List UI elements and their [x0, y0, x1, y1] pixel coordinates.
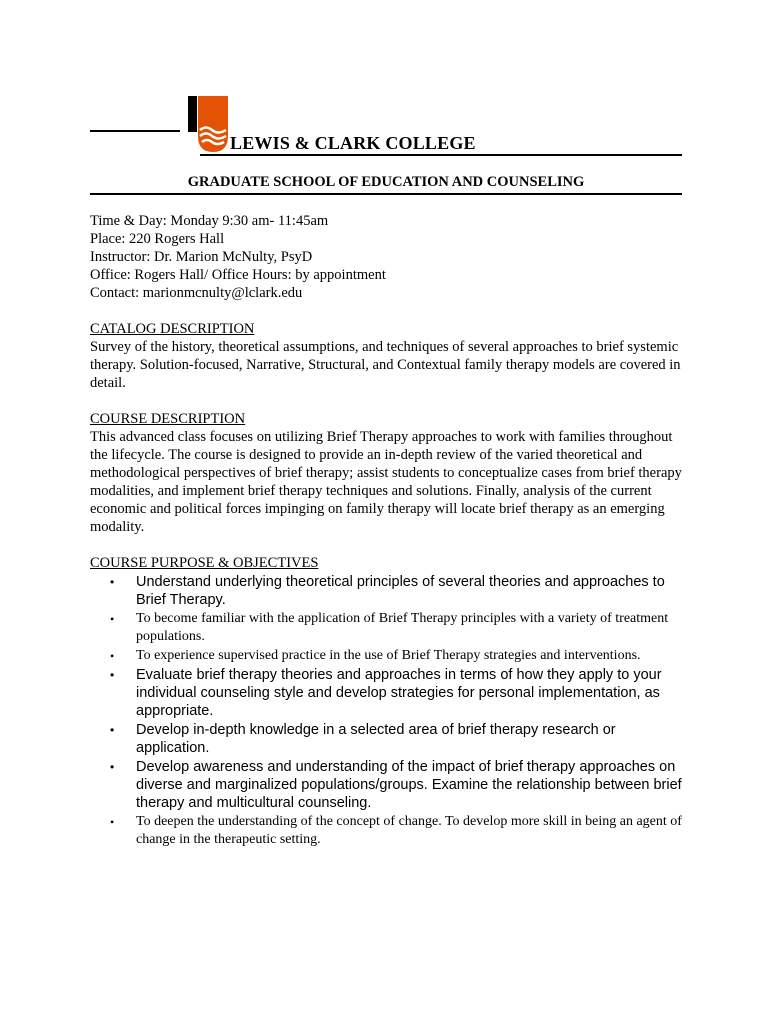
list-item: • Evaluate brief therapy theories and approaches in terms of how they apply to your individual counseling style and develop strategies for personal implementation, as appropriate.	[110, 667, 662, 719]
syllabus-body	[90, 212, 685, 849]
school-name: GRADUATE SCHOOL OF EDUCATION AND COUNSELING	[187, 174, 585, 190]
bullet-icon: •	[110, 649, 115, 663]
bullet-icon: •	[110, 668, 115, 682]
list-item: • To deepen the understanding of the concept of change. To develop more skill in being an agent of change in the therapeutic setting.	[110, 814, 682, 847]
contact-line: Contact: marionmcnulty@lclark.edu	[90, 285, 303, 301]
lewis-clark-logo-icon	[188, 96, 228, 152]
bullet-icon: •	[110, 723, 115, 737]
bullet-icon: •	[110, 575, 115, 589]
subheader-rule	[90, 193, 682, 195]
course-description-text: This advanced class focuses on utilizing Brief Therapy approaches to work with families throughout the lifecycle. The course is designed to provide an in-depth review of the varied theoretical and methodological perspectives of brief therapy; assist students to conceptualize cases from brief therapy modalities, and implement brief therapy techniques and solutions. Finally, analysis of the current economic and political forces impinging on family therapy will locate brief therapy as an emerging modality.	[90, 429, 682, 535]
bullet-icon: •	[110, 760, 115, 774]
objectives-section	[90, 554, 685, 849]
time-day-line: Time & Day: Monday 9:30 am- 11:45am	[90, 213, 329, 229]
header-rule	[200, 154, 682, 156]
bullet-icon: •	[110, 612, 115, 626]
list-item: • To become familiar with the application of Brief Therapy principles with a variety of treatment populations.	[110, 611, 669, 644]
place-line: Place: 220 Rogers Hall	[90, 231, 225, 247]
course-info	[90, 212, 685, 302]
list-item: • To experience supervised practice in the use of Brief Therapy strategies and interventions.	[110, 648, 641, 663]
objectives-heading: COURSE PURPOSE & OBJECTIVES	[90, 555, 319, 571]
catalog-description-section	[90, 320, 685, 392]
list-item: • Understand underlying theoretical principles of several theories and approaches to Brief Therapy.	[110, 574, 665, 608]
catalog-description-heading: CATALOG DESCRIPTION	[90, 321, 255, 337]
office-line: Office: Rogers Hall/ Office Hours: by appointment	[90, 267, 386, 283]
college-name: LEWIS & CLARK COLLEGE	[230, 133, 476, 153]
course-description-heading: COURSE DESCRIPTION	[90, 411, 246, 427]
course-description-section	[90, 410, 685, 536]
list-item: • Develop in-depth knowledge in a selected area of brief therapy research or application.	[110, 722, 616, 756]
objectives-list	[90, 573, 685, 849]
header-left-rule	[90, 130, 180, 132]
list-item: • Develop awareness and understanding of the impact of brief therapy approaches on diverse and marginalized populations/groups. Examine the relationship between brief therapy and multicultural counseling.	[110, 759, 682, 811]
bullet-icon: •	[110, 815, 115, 829]
catalog-description-text: Survey of the history, theoretical assumptions, and techniques of several approaches to brief systemic therapy. Solution-focused, Narrative, Structural, and Contextual family therapy models are covered in detail.	[90, 339, 681, 391]
instructor-line: Instructor: Dr. Marion McNulty, PsyD	[90, 249, 313, 265]
